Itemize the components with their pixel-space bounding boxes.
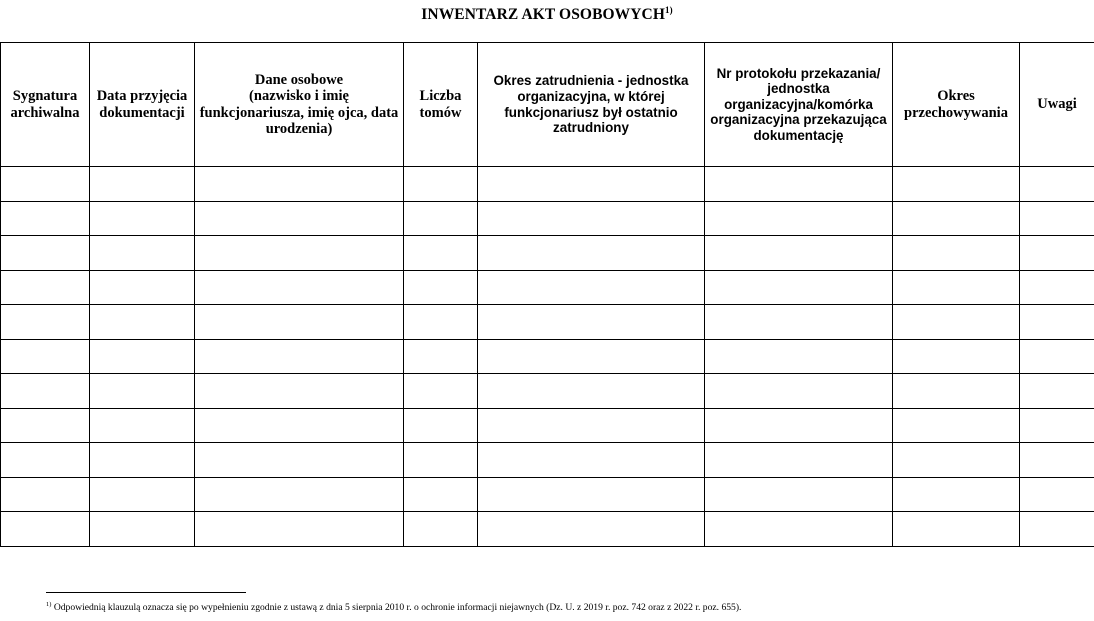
table-cell[interactable] (705, 201, 893, 236)
table-row (1, 408, 1094, 443)
table-cell[interactable] (195, 408, 404, 443)
footnote (46, 601, 741, 613)
table-cell[interactable] (1020, 512, 1094, 547)
table-cell[interactable] (478, 201, 705, 236)
table-cell[interactable] (1020, 339, 1094, 374)
column-header-nr-protokolu: Nr protokołu przekazania/ jednostka organizacyjna/komórka organizacyjna przekazująca dokumentację (705, 43, 893, 167)
table-cell[interactable] (195, 305, 404, 340)
table-cell[interactable] (195, 167, 404, 202)
table-cell[interactable] (404, 236, 478, 271)
table-row (1, 374, 1094, 409)
table-cell[interactable] (404, 270, 478, 305)
table-cell[interactable] (1020, 408, 1094, 443)
table-cell[interactable] (195, 443, 404, 478)
table-cell[interactable] (404, 305, 478, 340)
table-cell[interactable] (404, 374, 478, 409)
table-cell[interactable] (1020, 201, 1094, 236)
table-cell[interactable] (90, 512, 195, 547)
table-cell[interactable] (1, 374, 90, 409)
table-body (1, 167, 1094, 547)
table-cell[interactable] (1020, 270, 1094, 305)
table-cell[interactable] (478, 270, 705, 305)
table-cell[interactable] (195, 512, 404, 547)
title-footnote-marker: 1) (665, 5, 673, 15)
table-cell[interactable] (478, 236, 705, 271)
table-cell[interactable] (90, 270, 195, 305)
table-cell[interactable] (195, 236, 404, 271)
table-cell[interactable] (90, 339, 195, 374)
table-cell[interactable] (1020, 305, 1094, 340)
table-row (1, 477, 1094, 512)
footnote-text: Odpowiednią klauzulą oznacza się po wypełnieniu zgodnie z ustawą z dnia 5 sierpnia 2010 r. o ochronie informacji niejawnych (Dz. U. z 2019 r. poz. 742 oraz z 2022 r. poz. 655). (51, 602, 742, 613)
table-row (1, 236, 1094, 271)
table-cell[interactable] (1, 270, 90, 305)
table-cell[interactable] (705, 443, 893, 478)
table-cell[interactable] (90, 408, 195, 443)
table-cell[interactable] (404, 167, 478, 202)
table-cell[interactable] (195, 374, 404, 409)
table-cell[interactable] (90, 443, 195, 478)
footnote-marker: 1) (46, 601, 52, 608)
table-cell[interactable] (705, 305, 893, 340)
table-row (1, 201, 1094, 236)
table-cell[interactable] (893, 236, 1020, 271)
table-cell[interactable] (90, 167, 195, 202)
column-header-uwagi: Uwagi (1020, 43, 1094, 167)
table-cell[interactable] (478, 374, 705, 409)
table-cell[interactable] (90, 236, 195, 271)
table-cell[interactable] (404, 201, 478, 236)
table-cell[interactable] (404, 512, 478, 547)
column-header-sygnatura: Sygnatura archiwalna (1, 43, 90, 167)
table-cell[interactable] (705, 167, 893, 202)
table-cell[interactable] (1, 201, 90, 236)
table-row (1, 512, 1094, 547)
table-cell[interactable] (478, 477, 705, 512)
table-cell[interactable] (90, 374, 195, 409)
table-cell[interactable] (705, 270, 893, 305)
table-cell[interactable] (893, 201, 1020, 236)
column-header-data-przyjecia: Data przyjęcia dokumentacji (90, 43, 195, 167)
table-row (1, 443, 1094, 478)
table-cell[interactable] (1020, 374, 1094, 409)
document-title (0, 5, 1094, 24)
table-cell[interactable] (478, 305, 705, 340)
column-header-okres-zatrudnienia: Okres zatrudnienia - jednostka organizacyjna, w której funkcjonariusz był ostatnio zatrudniony (478, 43, 705, 167)
table-row (1, 270, 1094, 305)
table-cell[interactable] (404, 339, 478, 374)
table-cell[interactable] (1020, 236, 1094, 271)
footnote-divider (46, 592, 246, 593)
table-cell[interactable] (705, 339, 893, 374)
table-cell[interactable] (893, 374, 1020, 409)
table-cell[interactable] (705, 408, 893, 443)
table-row (1, 305, 1094, 340)
column-header-okres-przechowywania: Okres przechowywania (893, 43, 1020, 167)
table-cell[interactable] (195, 339, 404, 374)
table-cell[interactable] (893, 270, 1020, 305)
table-cell[interactable] (893, 167, 1020, 202)
table-cell[interactable] (1020, 443, 1094, 478)
table-cell[interactable] (478, 167, 705, 202)
column-header-dane-osobowe-text: Dane osobowe (nazwisko i imię funkcjonariusza, imię ojca, data urodzenia) (199, 72, 399, 137)
table-cell[interactable] (705, 236, 893, 271)
table-cell[interactable] (1, 167, 90, 202)
table-row (1, 167, 1094, 202)
table-cell[interactable] (195, 201, 404, 236)
column-header-liczba-tomow: Liczba tomów (404, 43, 478, 167)
table-cell[interactable] (893, 443, 1020, 478)
table-cell[interactable] (195, 477, 404, 512)
table-cell[interactable] (90, 477, 195, 512)
table-cell[interactable] (478, 512, 705, 547)
table-cell[interactable] (1, 339, 90, 374)
table-cell[interactable] (1, 512, 90, 547)
table-cell[interactable] (404, 443, 478, 478)
table-cell[interactable] (404, 477, 478, 512)
table-cell[interactable] (1, 305, 90, 340)
table-cell[interactable] (1, 443, 90, 478)
table-cell[interactable] (478, 339, 705, 374)
table-cell[interactable] (1020, 167, 1094, 202)
table-cell[interactable] (404, 408, 478, 443)
table-cell[interactable] (195, 270, 404, 305)
table-cell[interactable] (90, 201, 195, 236)
table-cell[interactable] (893, 339, 1020, 374)
table-cell[interactable] (893, 408, 1020, 443)
table-cell[interactable] (893, 477, 1020, 512)
table-cell[interactable] (893, 305, 1020, 340)
table-cell[interactable] (705, 477, 893, 512)
table-cell[interactable] (1, 408, 90, 443)
table-cell[interactable] (705, 374, 893, 409)
table-cell[interactable] (478, 408, 705, 443)
table-header-row (1, 43, 1094, 167)
document-title-text: INWENTARZ AKT OSOBOWYCH (421, 6, 666, 23)
table-cell[interactable] (1, 236, 90, 271)
table-row (1, 339, 1094, 374)
table-cell[interactable] (478, 443, 705, 478)
column-header-dane-osobowe (195, 43, 404, 167)
table-cell[interactable] (893, 512, 1020, 547)
table-cell[interactable] (705, 512, 893, 547)
table-cell[interactable] (1, 477, 90, 512)
table-cell[interactable] (1020, 477, 1094, 512)
table-cell[interactable] (90, 305, 195, 340)
inventory-table (0, 42, 1094, 547)
